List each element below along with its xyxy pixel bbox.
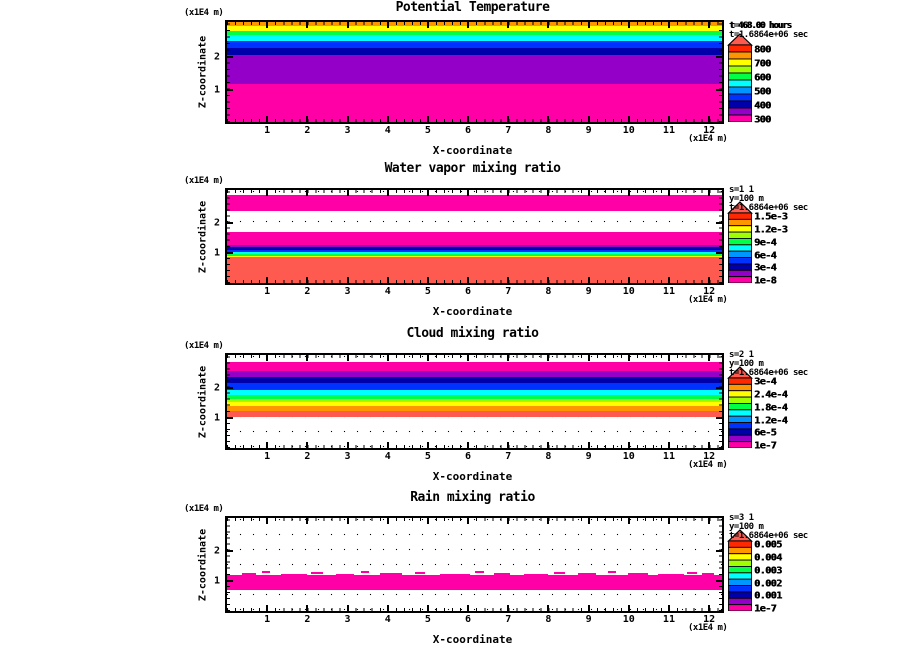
x-tick-label: 8 — [545, 286, 552, 297]
z-axis-unit: (x1E4 m) — [184, 176, 224, 186]
z-tick-label: 2 — [213, 51, 220, 63]
x-axis-unit: (x1E4 m) — [688, 295, 728, 305]
y-major-tick — [716, 580, 722, 582]
x-tick-label: 7 — [505, 286, 512, 297]
x-tick-label: 5 — [424, 286, 431, 297]
z-tick-label: 1 — [213, 412, 220, 424]
x-major-tick — [306, 605, 308, 611]
x-tick-label: 8 — [545, 125, 552, 136]
x-major-tick — [306, 518, 308, 524]
x-major-tick — [547, 518, 549, 524]
colorbar-segment — [729, 554, 752, 560]
x-tick-label: 7 — [505, 125, 512, 136]
annotation-line: t=468.00 hours — [729, 21, 791, 31]
y-major-tick — [227, 580, 233, 582]
contour-dash — [440, 574, 470, 576]
x-tick-label: 12 — [703, 286, 716, 297]
contour-dash — [524, 574, 548, 576]
colorbar-tick-label: 1.8e-4 — [754, 402, 788, 414]
colorbar-tick-label: 0.005 — [754, 539, 782, 551]
x-tick-label: 5 — [424, 451, 431, 462]
colorbar-tick-label: 1.2e-4 — [754, 415, 788, 427]
x-tick-label: 4 — [384, 614, 391, 625]
colorbar-tick-label: 1e-7 — [754, 440, 777, 452]
x-major-tick — [427, 605, 429, 611]
contour-dash — [336, 574, 354, 576]
x-major-tick — [628, 605, 630, 611]
x-axis-unit: (x1E4 m) — [688, 460, 728, 470]
contour-band — [227, 575, 722, 590]
x-tick-label: 2 — [304, 286, 311, 297]
contour-dash — [415, 572, 425, 574]
colorbar-tick-label: 1.2e-3 — [754, 224, 788, 236]
x-tick-label: 5 — [424, 614, 431, 625]
panel-title: Water vapor mixing ratio — [384, 161, 561, 176]
annotation-line: s=3 1 — [729, 513, 754, 523]
z-axis-label: Z-coordinate — [197, 35, 209, 109]
y-minor-ticks-right — [719, 518, 722, 611]
contour-dash — [702, 573, 714, 575]
x-tick-label: 3 — [344, 451, 351, 462]
x-major-tick — [347, 518, 349, 524]
z-axis-label: Z-coordinate — [197, 200, 209, 273]
contour-dash — [311, 572, 323, 574]
annotation-line: s=1 1 — [729, 185, 754, 195]
annotation-line: t=1.6864e+06 sec — [729, 203, 808, 213]
colorbar-segment — [729, 592, 752, 598]
contour-dash — [554, 572, 565, 574]
x-tick-label: 9 — [585, 451, 592, 462]
colorbar-tick-label: 0.002 — [754, 578, 782, 590]
x-axis-label: X-coordinate — [432, 470, 513, 483]
colorbar-segment — [729, 547, 752, 553]
x-major-tick — [708, 518, 710, 524]
x-major-tick — [507, 518, 509, 524]
x-tick-label: 9 — [585, 614, 592, 625]
x-tick-label: 3 — [344, 125, 351, 136]
y-major-tick — [716, 550, 722, 552]
x-minor-ticks-bottom — [227, 608, 722, 611]
colorbar-tick-label: 2.4e-4 — [754, 389, 788, 401]
x-major-tick — [628, 518, 630, 524]
panel-title: Potential Temperature — [395, 0, 550, 15]
colorbar-tick-label: 0.003 — [754, 565, 782, 577]
contour-dash — [281, 574, 307, 576]
annotation-line: s=2 1 — [729, 350, 754, 360]
x-minor-ticks-top — [227, 518, 722, 521]
x-tick-label: 4 — [384, 451, 391, 462]
x-tick-label: 11 — [662, 614, 675, 625]
colorbar-tick-label: 600 — [754, 72, 771, 84]
x-tick-label: 11 — [662, 125, 675, 136]
x-major-tick — [266, 605, 268, 611]
x-tick-label: 7 — [505, 614, 512, 625]
x-major-tick — [708, 605, 710, 611]
x-tick-label: 8 — [545, 451, 552, 462]
x-tick-label: 6 — [465, 451, 472, 462]
x-tick-label: 11 — [662, 451, 675, 462]
x-major-tick — [427, 518, 429, 524]
plot-area — [225, 516, 724, 613]
annotation-line: y=100 m — [729, 522, 764, 532]
colorbar-tick-label: 800 — [754, 44, 771, 56]
x-tick-label: 6 — [465, 286, 472, 297]
colorbar-tick-label: 700 — [754, 58, 771, 70]
colorbar-tick-label: 500 — [754, 86, 771, 98]
contour-dash — [494, 573, 510, 575]
x-tick-label: 10 — [622, 451, 635, 462]
contour-dash — [380, 573, 402, 575]
x-tick-label: 10 — [622, 286, 635, 297]
colorbar-svg — [727, 529, 753, 611]
colorbar-segment — [729, 560, 752, 566]
x-tick-label: 12 — [703, 614, 716, 625]
z-tick-label: 2 — [213, 545, 220, 557]
colorbar-tick-label: 1e-7 — [754, 603, 777, 615]
x-major-tick — [467, 605, 469, 611]
colorbar-tick-label: 3e-4 — [754, 262, 777, 274]
contour-dash — [475, 571, 484, 573]
x-tick-label: 5 — [424, 125, 431, 136]
contour-dash — [658, 574, 684, 576]
annotation-line: t=1.6864e+06 sec — [729, 531, 808, 541]
z-tick-label: 2 — [213, 217, 220, 229]
x-major-tick — [507, 605, 509, 611]
colorbar-tick-label: 0.001 — [754, 590, 782, 602]
colorbar-segment — [729, 573, 752, 579]
colorbar-segment — [729, 541, 752, 547]
contour-dash — [687, 572, 697, 574]
x-tick-label: 3 — [344, 614, 351, 625]
colorbar-tick-label: 1.5e-3 — [754, 211, 788, 223]
x-tick-label: 4 — [384, 125, 391, 136]
x-axis-label: X-coordinate — [432, 144, 513, 157]
z-axis-label: Z-coordinate — [197, 365, 209, 438]
x-tick-label: 10 — [622, 614, 635, 625]
z-tick-label: 2 — [213, 382, 220, 394]
contour-dash — [608, 571, 616, 573]
x-tick-label: 2 — [304, 614, 311, 625]
x-tick-label: 4 — [384, 286, 391, 297]
colorbar-tick-label: 6e-4 — [754, 250, 777, 262]
y-minor-ticks-left — [227, 518, 230, 611]
z-tick-label: 1 — [213, 575, 220, 587]
contour-dash — [628, 573, 648, 575]
z-axis-unit: (x1E4 m) — [184, 341, 224, 351]
colorbar-tick-label: 1e-8 — [754, 275, 777, 287]
contour-dash — [578, 573, 596, 575]
colorbar-segment — [729, 598, 752, 604]
x-tick-label: 8 — [545, 614, 552, 625]
z-axis-unit: (x1E4 m) — [184, 504, 224, 514]
x-tick-label: 6 — [465, 614, 472, 625]
colorbar-segment — [729, 566, 752, 572]
colorbar-segment — [729, 605, 752, 611]
z-tick-label: 1 — [213, 247, 220, 259]
panel-title: Rain mixing ratio — [410, 490, 535, 505]
x-axis-label: X-coordinate — [432, 305, 513, 318]
x-tick-label: 12 — [703, 125, 716, 136]
colorbar-annotation — [729, 514, 808, 541]
x-tick-label: 1 — [264, 286, 271, 297]
colorbar — [727, 529, 753, 615]
x-tick-label: 9 — [585, 125, 592, 136]
x-major-tick — [266, 518, 268, 524]
annotation-line: t=1.6864e+06 sec — [729, 30, 808, 40]
x-major-tick — [387, 518, 389, 524]
colorbar-tick-label: 9e-4 — [754, 237, 777, 249]
x-tick-label: 9 — [585, 286, 592, 297]
colorbar-tick-label: 300 — [754, 114, 771, 126]
x-tick-label: 2 — [304, 125, 311, 136]
colorbar-tick-label: 400 — [754, 100, 771, 112]
panel-title: Cloud mixing ratio — [406, 326, 539, 341]
annotation-line: y=100 m — [729, 194, 764, 204]
annotation-line: y=100 m — [729, 359, 764, 369]
colorbar-tick-label: 0.004 — [754, 552, 782, 564]
contour-dash — [242, 573, 256, 575]
contour-dash — [361, 571, 369, 573]
x-axis-unit: (x1E4 m) — [688, 134, 728, 144]
colorbar-segment — [729, 579, 752, 585]
x-major-tick — [387, 605, 389, 611]
x-tick-label: 6 — [465, 125, 472, 136]
x-tick-label: 1 — [264, 614, 271, 625]
x-major-tick — [668, 518, 670, 524]
y-major-tick — [227, 550, 233, 552]
x-tick-label: 1 — [264, 451, 271, 462]
x-major-tick — [588, 605, 590, 611]
contour-dash — [262, 571, 270, 573]
x-major-tick — [347, 605, 349, 611]
x-axis-unit: (x1E4 m) — [688, 623, 728, 633]
x-major-tick — [668, 605, 670, 611]
z-tick-label: 1 — [213, 84, 220, 96]
x-tick-label: 12 — [703, 451, 716, 462]
colorbar-segment — [729, 586, 752, 592]
z-axis-unit: (x1E4 m) — [184, 8, 224, 18]
colorbar-tick-label: 6e-5 — [754, 427, 777, 439]
annotation-line: t=1.6864e+06 sec — [729, 368, 808, 378]
x-tick-label: 3 — [344, 286, 351, 297]
x-tick-label: 10 — [622, 125, 635, 136]
x-tick-label: 1 — [264, 125, 271, 136]
x-major-tick — [467, 518, 469, 524]
x-tick-label: 7 — [505, 451, 512, 462]
x-major-tick — [547, 605, 549, 611]
x-tick-label: 2 — [304, 451, 311, 462]
z-axis-label: Z-coordinate — [197, 528, 209, 601]
x-axis-label: X-coordinate — [432, 633, 513, 646]
x-major-tick — [588, 518, 590, 524]
x-tick-label: 11 — [662, 286, 675, 297]
colorbar-tick-label: 3e-4 — [754, 376, 777, 388]
